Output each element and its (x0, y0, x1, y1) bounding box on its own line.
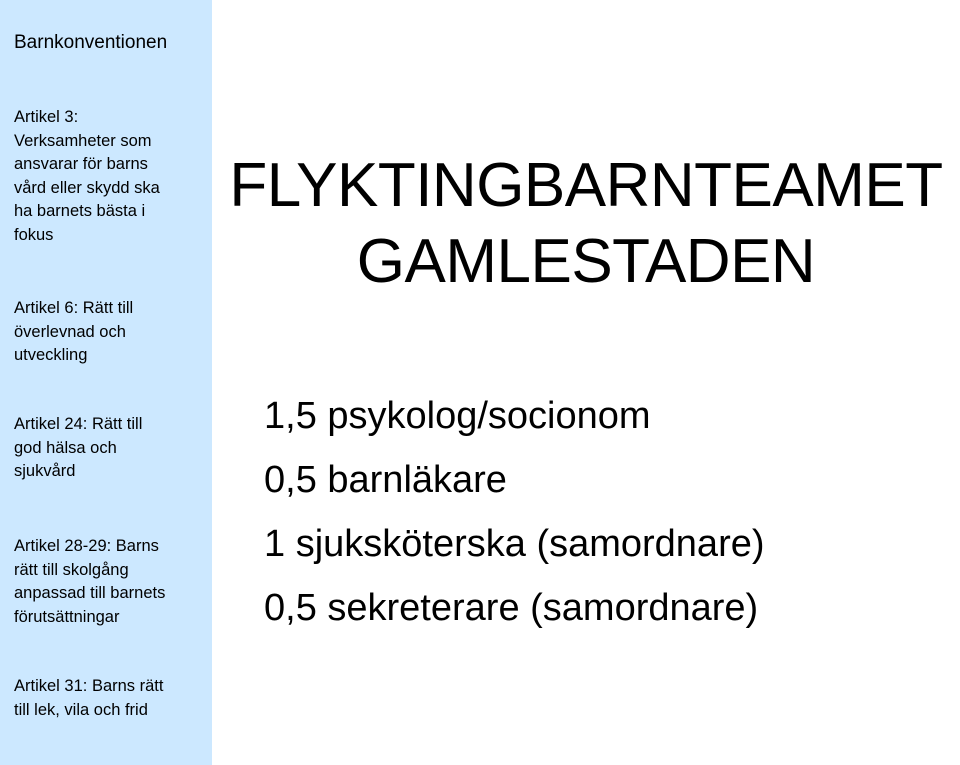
sidebar-item-artikel-24: Artikel 24: Rätt till god hälsa och sjukvård (14, 415, 143, 480)
sidebar-item-artikel-28-29: Artikel 28-29: Barns rätt till skolgång anpassad till barnets förutsättningar (14, 537, 166, 626)
sidebar-item-artikel-3: Artikel 3: Verksamheter som ansvarar för barns vård eller skydd ska ha barnets bästa i fokus (14, 108, 160, 244)
staff-item-psykolog: 1,5 psykolog/socionom (264, 395, 651, 437)
staff-list (264, 384, 765, 640)
staff-item-sjukskoterska: 1 sjuksköterska (samordnare) (264, 523, 765, 565)
sidebar-item-artikel-31: Artikel 31: Barns rätt till lek, vila och frid (14, 677, 164, 719)
main-content (212, 0, 960, 765)
staff-item-barnlakare: 0,5 barnläkare (264, 459, 507, 501)
sidebar-title: Barnkonventionen (14, 32, 168, 53)
staff-item-sekreterare: 0,5 sekreterare (samordnare) (264, 587, 759, 629)
page-title: FLYKTINGBARNTEAMET GAMLESTADEN (229, 151, 943, 296)
sidebar (0, 0, 212, 765)
sidebar-item-artikel-6: Artikel 6: Rätt till överlevnad och utveckling (14, 299, 134, 364)
